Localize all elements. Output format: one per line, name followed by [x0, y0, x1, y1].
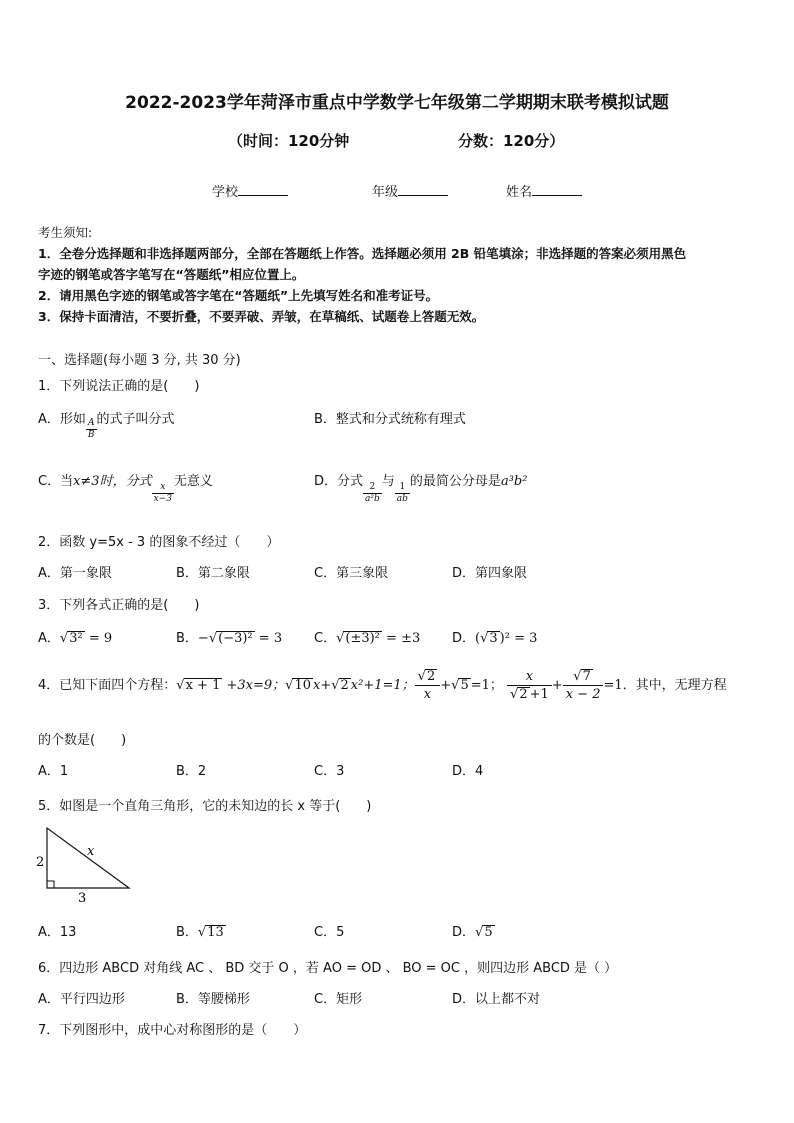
q6-option-a[interactable]: A．平行四边形: [38, 992, 125, 1007]
q3-a-expr: √3² = 9: [59, 631, 113, 646]
q5-d-label: D．: [452, 925, 476, 940]
q1-d-f2d: ab: [396, 494, 408, 504]
q1-a-fraction: [86, 418, 97, 441]
q3-stem: 3．下列各式正确的是( ): [38, 598, 200, 613]
q4-eq4-frac2: [563, 668, 604, 703]
school-blank[interactable]: [238, 183, 288, 196]
q1-a-den: B: [87, 430, 95, 440]
notice-item-1: 1．全卷分选择题和非选择题两部分，全部在答题纸上作答。选择题必须用 2B 铅笔填涂；非选择题的答案必须用黑色: [38, 246, 687, 261]
q4-eq2-post: x²+1=1；: [350, 678, 415, 693]
q1-d-f1d: a²b: [365, 494, 380, 504]
q1-a-pre: A．形如: [38, 412, 86, 427]
grade-blank[interactable]: [398, 183, 448, 196]
q4-option-a[interactable]: A．1: [38, 764, 69, 779]
q4-eq2-r2: 2: [340, 678, 349, 693]
q4-eq4-n2-radicand: 7: [582, 669, 591, 684]
q1-d-pre: D．分式: [314, 474, 364, 489]
q4-eq4-d1-rest: +1: [529, 687, 549, 702]
q6-option-b[interactable]: B．等腰梯形: [176, 992, 250, 1007]
q4-eq2: √10 x+√2 x²+1=1；: [285, 678, 415, 693]
q4-stem: [38, 668, 727, 703]
exam-title: 2022-2023学年菏泽市重点中学数学七年级第二学期期末联考模拟试题: [125, 93, 669, 113]
q4-eq3-post: =1；: [470, 678, 503, 693]
q4-eq2-r1: 10: [294, 678, 311, 693]
q4-eq3-num-radicand: 2: [426, 669, 436, 684]
q6-stem: 6．四边形 ABCD 对角线 AC 、 BD 交于 O ，若 AO = OD 、 BO = OC ，则四边形 ABCD 是（ ）: [38, 961, 618, 976]
exam-score: 分数：120分）: [458, 132, 565, 150]
q4-eq2-mid: x+: [312, 678, 332, 693]
q4-eq4-d2: x − 2: [565, 687, 601, 702]
q3-b-expr: −√(−3)² = 3: [197, 631, 283, 646]
q4-eq4-plus: +: [551, 678, 563, 693]
notice-item-1-cont: 字迹的钢笔或答字笔写在“答题纸”相应位置上。: [38, 267, 305, 282]
q5-b-label: B．: [176, 925, 198, 940]
exam-time: （时间：120分钟: [228, 132, 350, 150]
q3-c-label: C．: [314, 631, 337, 646]
q2-option-a[interactable]: A．第一象限: [38, 566, 112, 581]
q5-label-left: 2: [36, 855, 45, 870]
q1-c-num: x: [152, 482, 174, 494]
q4-eq1-post: +3x=9；: [222, 678, 286, 693]
q5-option-d[interactable]: [452, 921, 495, 940]
q5-stem: 5．如图是一个直角三角形，它的未知边的长 x 等于( ): [38, 799, 372, 814]
grade-label: 年级: [372, 185, 399, 200]
q3-option-a[interactable]: [38, 627, 112, 646]
q4-eq4-post: =1．其中，无理方程: [603, 678, 727, 693]
q4-eq3-radicand: 5: [460, 678, 469, 693]
q5-label-hyp: x: [87, 844, 95, 859]
q1-option-d[interactable]: [314, 470, 527, 505]
section-heading: 一、选择题(每小题 3 分, 共 30 分): [38, 353, 241, 368]
q1-c-post: 无意义: [173, 474, 213, 489]
q3-a-label: A．: [38, 631, 60, 646]
q1-option-b[interactable]: B．整式和分式统称有理式: [314, 412, 466, 427]
q1-option-c[interactable]: [38, 470, 213, 505]
grade-field[interactable]: [372, 181, 448, 200]
q1-d-frac2: [395, 482, 410, 505]
q5-option-a[interactable]: A．13: [38, 925, 77, 940]
q4-eq3-mid: +: [440, 678, 452, 693]
q6-option-d[interactable]: D．以上都不对: [452, 992, 541, 1007]
q5-option-b[interactable]: [176, 921, 226, 940]
q1-d-f2n: 1: [395, 482, 410, 494]
school-label: 学校: [212, 185, 239, 200]
q5-b-expr: √13: [197, 925, 224, 940]
q3-a-eq: = 9: [84, 631, 113, 646]
q2-option-d[interactable]: D．第四象限: [452, 566, 528, 581]
q5-triangle-figure: [32, 825, 142, 905]
q3-b-radicand: (−3)²: [218, 631, 253, 646]
q1-d-f1n: 2: [363, 482, 382, 494]
notice-item-3: 3．保持卡面清洁，不要折叠，不要弄破、弄皱，在草稿纸、试题卷上答题无效。: [38, 309, 485, 324]
q1-c-pre: C．当: [38, 474, 74, 489]
q6-option-c[interactable]: C．矩形: [314, 992, 363, 1007]
q3-d-eq: )² = 3: [499, 631, 538, 646]
q3-c-expr: √(±3)² = ±3: [336, 631, 421, 646]
q3-d-label: D．: [452, 631, 476, 646]
q1-d-post: 的最简公分母是: [409, 474, 501, 489]
q1-c-cond: x≠3时，分式: [73, 474, 152, 489]
q1-d-frac1: [363, 482, 382, 505]
q3-option-c[interactable]: [314, 627, 420, 646]
q4-eq4-d1-radicand: 2: [519, 687, 528, 702]
q4-eq1-radicand: x + 1: [185, 678, 221, 693]
q4-stem-cont: 的个数是( ): [38, 733, 127, 748]
q3-b-label: B．: [176, 631, 198, 646]
q3-a-radicand: 3²: [69, 631, 83, 646]
q3-c-eq: = ±3: [381, 631, 421, 646]
q5-b-radicand: 13: [207, 925, 224, 940]
q5-right-angle-mark: [47, 881, 54, 888]
school-field[interactable]: [212, 181, 288, 200]
q2-option-c[interactable]: C．第三象限: [314, 566, 389, 581]
q3-c-radicand: (±3)²: [345, 631, 380, 646]
q4-eq3-rest: +√5 =1；: [440, 678, 503, 693]
q1-stem: 1．下列说法正确的是( ): [38, 379, 200, 394]
q1-d-mid: 与: [381, 474, 395, 489]
q3-b-eq: = 3: [254, 631, 283, 646]
q1-d-answer: a³b²: [500, 474, 528, 489]
name-field[interactable]: [506, 181, 582, 200]
q3-d-pre: (: [475, 631, 481, 646]
q3-option-d[interactable]: [452, 627, 537, 646]
q3-option-b[interactable]: [176, 627, 282, 646]
q2-stem: 2．函数 y=5x - 3 的图象不经过（ ）: [38, 535, 280, 550]
q1-c-den: x−3: [153, 494, 172, 504]
name-label: 姓名: [506, 185, 533, 200]
q3-d-expr: (√3 )² = 3: [475, 631, 538, 646]
name-blank[interactable]: [532, 183, 582, 196]
q3-d-radicand: 3: [489, 631, 498, 646]
q4-option-b[interactable]: B．2: [176, 764, 207, 779]
notice-item-2: 2．请用黑色字迹的钢笔或答字笔在“答题纸”上先填写姓名和准考证号。: [38, 288, 439, 303]
q4-eq4-d1: √2 +1: [510, 687, 549, 702]
q5-label-bottom: 3: [78, 891, 87, 905]
q5-d-expr: √5: [475, 925, 493, 940]
q4-eq1: √x + 1 +3x=9；: [176, 678, 286, 693]
q1-c-fraction: [152, 482, 174, 505]
q7-stem: 7．下列图形中，成中心对称图形的是（ ）: [38, 1023, 307, 1038]
q2-option-b[interactable]: B．第二象限: [176, 566, 250, 581]
q1-a-num: A: [86, 418, 97, 430]
q1-option-a[interactable]: [38, 408, 175, 441]
q4-option-d[interactable]: D．4: [452, 764, 484, 779]
q4-eq4-n1: x: [507, 668, 552, 686]
q4-eq4-frac1: [507, 668, 552, 703]
q4-eq3-fraction: [415, 668, 441, 703]
q4-stem-pre: 4．已知下面四个方程：: [38, 678, 177, 693]
q1-a-post: 的式子叫分式: [96, 412, 175, 427]
q4-option-c[interactable]: C．3: [314, 764, 345, 779]
q4-eq4-n2: √7: [563, 668, 604, 686]
q4-eq3-num: √2: [415, 668, 441, 686]
q5-option-c[interactable]: C．5: [314, 925, 345, 940]
q5-d-radicand: 5: [484, 925, 493, 940]
q3-b-pre: −: [197, 631, 209, 646]
notice-heading: 考生须知:: [38, 225, 93, 240]
q4-eq3-den: x: [423, 687, 432, 702]
